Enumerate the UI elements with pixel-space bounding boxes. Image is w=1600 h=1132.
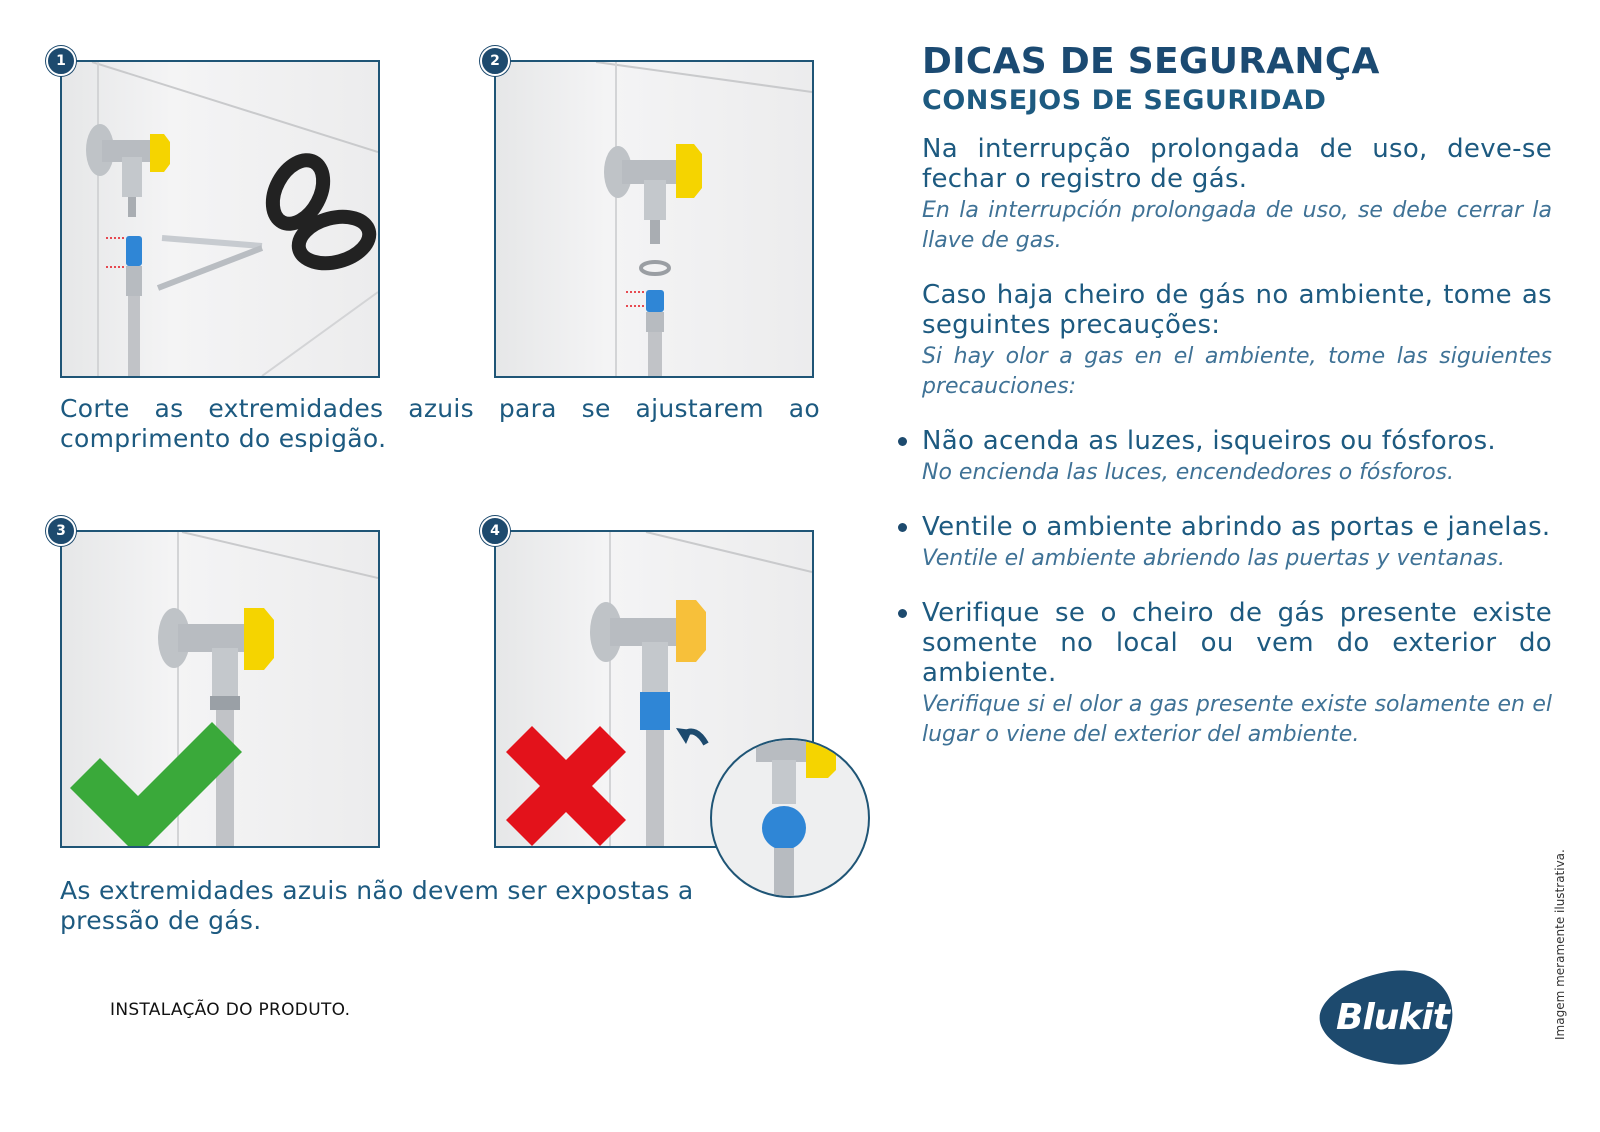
bullet-dot-icon	[898, 609, 907, 618]
valve-handle-icon	[806, 740, 836, 778]
step-2-illustration	[496, 62, 812, 376]
valve-handle-icon	[676, 144, 702, 198]
illustrative-disclaimer: Imagem meramente ilustrativa.	[1553, 849, 1567, 1040]
step-4-badge: 4	[480, 516, 510, 546]
tip-text-es: No encienda las luces, encendedores o fósforos.	[922, 460, 1454, 485]
cut-caption: Corte as extremidades azuis para se ajustarem ao comprimento do espigão.	[60, 394, 820, 453]
tip-text-es: En la interrupción prolongada de uso, se debe cerrar la llave de gas.	[922, 198, 1552, 253]
tip-text-pt: Ventile o ambiente abrindo as portas e janelas.	[922, 512, 1551, 542]
blue-hose-end-icon	[126, 236, 142, 266]
scissors-icon	[158, 152, 374, 288]
safety-title: DICAS DE SEGURANÇA	[922, 41, 1380, 82]
step-3-badge: 3	[46, 516, 76, 546]
tip-text-es: Si hay olor a gas en el ambiente, tome las siguientes precauciones:	[922, 344, 1552, 399]
tip-text-pt: Não acenda as luzes, isqueiros ou fósforos.	[922, 426, 1496, 456]
intro-tip	[922, 134, 1552, 256]
tip-text-pt: Caso haja cheiro de gás no ambiente, tome as seguintes precauções:	[922, 280, 1552, 340]
bullet-dot-icon	[898, 437, 907, 446]
tip-text-pt: Na interrupção prolongada de uso, deve-se fechar o registro de gás.	[922, 134, 1552, 194]
step-2-panel	[494, 60, 814, 378]
safety-tips-section	[922, 40, 1552, 774]
tip-text-es: Verifique si el olor a gas presente existe solamente en el lugar o viene del exterior del ambiente.	[922, 692, 1552, 747]
detail-zoom-circle	[710, 738, 870, 898]
bullet-tip	[922, 598, 1552, 750]
safety-subtitle: CONSEJOS DE SEGURIDAD	[922, 85, 1327, 116]
step-3-panel	[60, 530, 380, 848]
bullet-tip	[922, 512, 1552, 574]
step-1-panel	[60, 60, 380, 378]
hose-clamp-icon	[641, 262, 669, 274]
blue-hose-end-icon	[640, 692, 670, 730]
step-3-illustration	[62, 532, 378, 846]
arrow-icon	[676, 728, 692, 744]
blue-hose-end-icon	[646, 290, 664, 312]
valve-handle-icon	[676, 600, 706, 662]
step-2-badge: 2	[480, 46, 510, 76]
bullet-dot-icon	[898, 523, 907, 532]
valve-handle-icon	[244, 608, 274, 670]
installation-label: INSTALAÇÃO DO PRODUTO.	[110, 1000, 351, 1020]
step-1-badge: 1	[46, 46, 76, 76]
intro-tip	[922, 280, 1552, 402]
valve-handle-icon	[150, 134, 170, 172]
step-1-illustration	[62, 62, 378, 376]
wrong-x-icon	[506, 726, 626, 846]
tip-text-es: Ventile el ambiente abriendo las puertas y ventanas.	[922, 546, 1505, 571]
detail-zoom-illustration	[712, 740, 868, 896]
warning-caption: As extremidades azuis não devem ser expostas a pressão de gás.	[60, 876, 694, 935]
brand-name: Blukit	[1336, 997, 1449, 1038]
blue-hose-end-icon	[762, 806, 806, 850]
tip-text-pt: Verifique se o cheiro de gás presente existe somente no local ou vem do exterior do ambiente.	[922, 598, 1552, 688]
bullet-tip	[922, 426, 1552, 488]
